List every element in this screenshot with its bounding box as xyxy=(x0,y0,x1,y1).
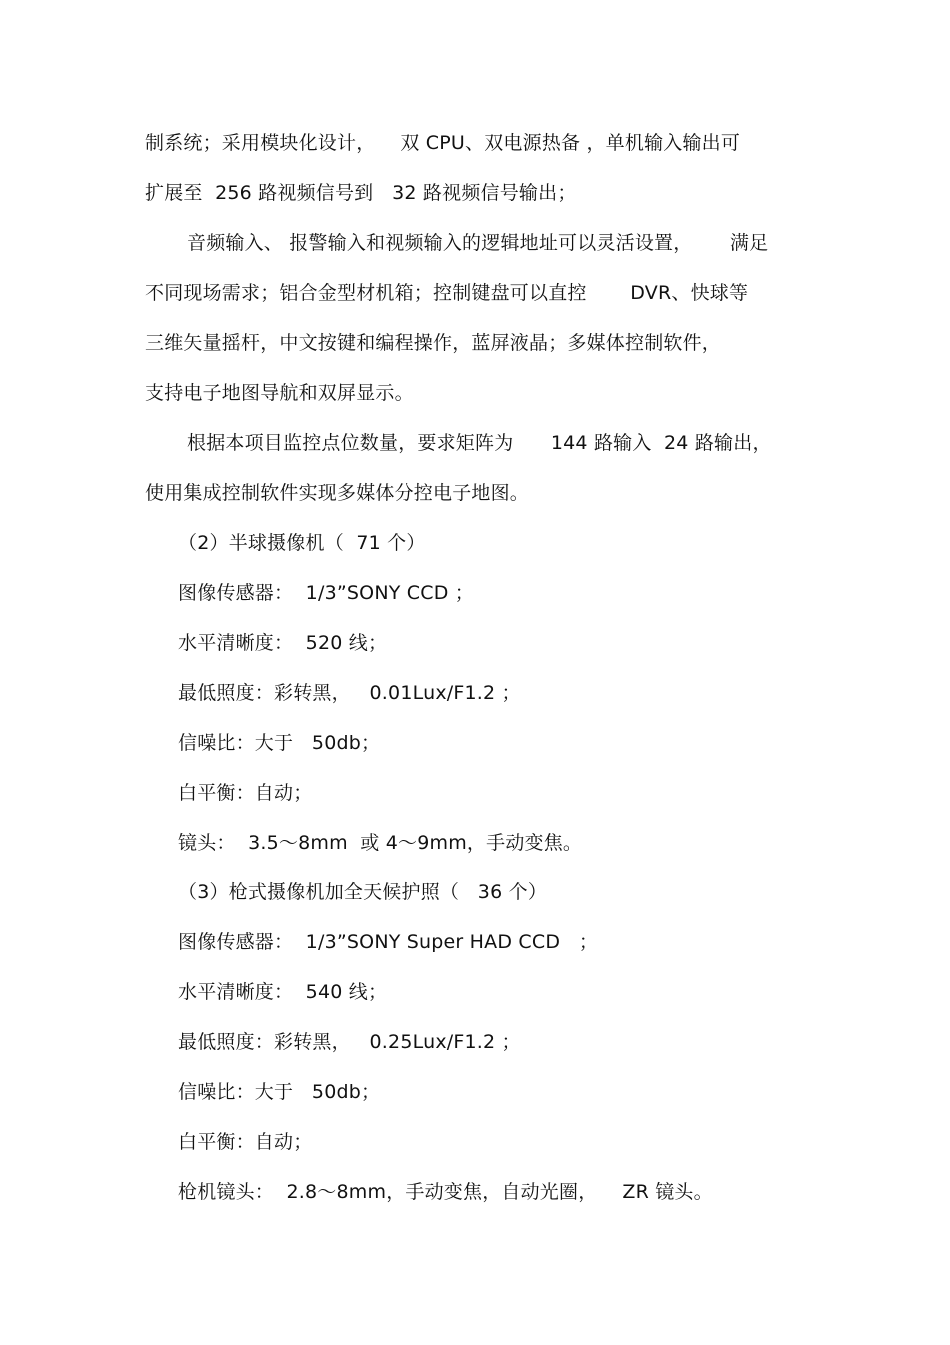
section-heading: （3）枪式摄像机加全天候护照（ 36 个） xyxy=(178,881,548,903)
spec-line: 枪机镜头： 2.8～8mm，手动变焦，自动光圈， ZR 镜头。 xyxy=(178,1181,713,1203)
paragraph-line: 三维矢量摇杆，中文按键和编程操作，蓝屏液晶；多媒体控制软件， xyxy=(145,332,722,354)
paragraph-line: 支持电子地图导航和双屏显示。 xyxy=(145,382,414,404)
spec-line: 水平清晰度： 520 线； xyxy=(178,632,388,654)
paragraph-line: 使用集成控制软件实现多媒体分控电子地图。 xyxy=(145,482,530,504)
spec-line: 水平清晰度： 540 线； xyxy=(178,981,388,1003)
spec-line: 图像传感器： 1/3”SONY CCD ； xyxy=(178,582,474,604)
paragraph-line: 不同现场需求；铝合金型材机箱；控制键盘可以直控 DVR、快球等 xyxy=(145,282,749,304)
spec-line: 最低照度：彩转黑， 0.01Lux/F1.2 ； xyxy=(178,682,521,704)
paragraph-line: 扩展至 256 路视频信号到 32 路视频信号输出； xyxy=(145,182,577,204)
paragraph-line: 制系统；采用模块化设计， 双 CPU、双电源热备 ，单机输入输出可 xyxy=(145,132,741,154)
section-heading: （2）半球摄像机（ 71 个） xyxy=(178,532,426,554)
spec-line: 信噪比：大于 50db； xyxy=(178,732,381,754)
spec-line: 白平衡：自动； xyxy=(178,1131,313,1153)
spec-line: 图像传感器： 1/3”SONY Super HAD CCD ； xyxy=(178,931,599,953)
spec-line: 白平衡：自动； xyxy=(178,782,313,804)
spec-line: 最低照度：彩转黑， 0.25Lux/F1.2 ； xyxy=(178,1031,521,1053)
paragraph-line: 音频输入、 报警输入和视频输入的逻辑地址可以灵活设置， 满足 xyxy=(187,232,769,254)
paragraph-line: 根据本项目监控点位数量，要求矩阵为 144 路输入 24 路输出， xyxy=(187,432,772,454)
spec-line: 信噪比：大于 50db； xyxy=(178,1081,381,1103)
spec-line: 镜头： 3.5～8mm 或 4～9mm，手动变焦。 xyxy=(178,832,583,854)
